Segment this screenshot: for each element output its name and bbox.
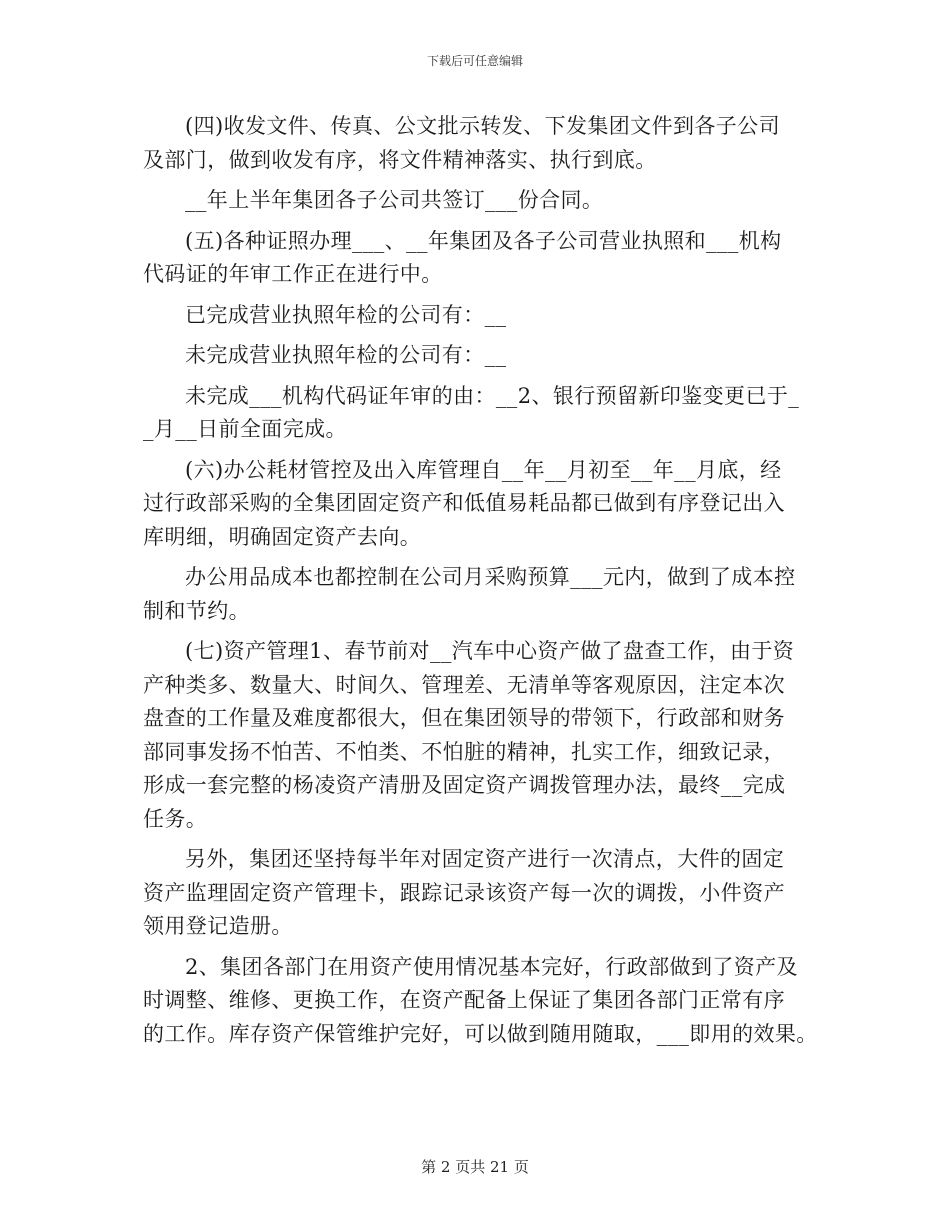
text-line: 形成一套完整的杨凌资产清册及固定资产调拨管理办法，最终__完成 — [143, 773, 786, 797]
paragraph — [143, 184, 813, 218]
text-line: (四)收发文件、传真、公文批示转发、下发集团文件到各子公司 — [185, 114, 780, 138]
text-line: 过行政部采购的全集团固定资产和低值易耗品都已做到有序登记出入 — [143, 491, 785, 515]
text-line: 另外，集团还坚持每半年对固定资产进行一次清点，大件的固定 — [185, 847, 785, 871]
paragraph — [143, 635, 813, 836]
text-line: 未完成___机构代码证年审的由：__2、银行预留新印鉴变更已于_ — [185, 383, 800, 408]
text-line: 任务。 — [143, 806, 208, 831]
paragraph — [143, 110, 813, 177]
text-line: 及部门，做到收发有序，将文件精神落实、执行到底。 — [143, 147, 657, 172]
paragraph — [143, 299, 813, 333]
text-line: (六)办公耗材管控及出入库管理自__年__月初至__年__月底，经 — [185, 457, 782, 482]
text-line: 已完成营业执照年检的公司有：__ — [185, 302, 507, 327]
paragraph — [143, 561, 813, 628]
paragraph — [143, 339, 813, 373]
text-line: 盘查的工作量及难度都很大，但在集团领导的带领下，行政部和财务 — [143, 706, 785, 730]
text-line: 的工作。库存资产保管维护完好，可以做到随用随取，___即用的效果。 — [143, 1021, 818, 1046]
text-line: 资产监理固定资产管理卡，跟踪记录该资产每一次的调拨，小件资产 — [143, 880, 785, 905]
text-line: 办公用品成本也都控制在公司月采购预算___元内，做到了成本控 — [185, 565, 796, 589]
text-line: __年上半年集团各子公司共签订___份合同。 — [185, 188, 604, 212]
text-line: 代码证的年审工作正在进行中。 — [143, 262, 443, 286]
paragraph — [143, 454, 813, 555]
page-header: 下载后可任意编辑 — [426, 54, 523, 68]
text-line: 部同事发扬不怕苦、不怕类、不怕脏的精神，扎实工作，细致记录， — [143, 739, 785, 764]
page-footer: 第 2 页共 21 页 — [421, 1158, 529, 1176]
text-line: (七)资产管理1、春节前对__汽车中心资产做了盘查工作，由于资 — [185, 639, 795, 663]
paragraph — [143, 843, 813, 944]
text-line: (五)各种证照办理___、__年集团及各子公司营业执照和___机构 — [185, 228, 782, 253]
text-line: 制和节约。 — [143, 598, 250, 623]
text-line: 库明细，明确固定资产去向。 — [143, 524, 422, 549]
paragraph — [143, 225, 813, 292]
document-body — [143, 110, 818, 1051]
text-line: 未完成营业执照年检的公司有：__ — [185, 343, 507, 367]
text-line: 领用登记造册。 — [143, 914, 293, 938]
text-line: 时调整、维修、更换工作，在资产配备上保证了集团各部门正常有序 — [143, 988, 785, 1012]
text-line: 产种类多、数量大、时间久、管理差、无清单等客观原因，注定本次 — [143, 672, 785, 697]
text-line: _月__日前全面完成。 — [143, 417, 347, 441]
paragraph — [143, 380, 813, 447]
text-line: 2、集团各部门在用资产使用情况基本完好，行政部做到了资产及 — [185, 954, 798, 979]
paragraph — [143, 951, 818, 1052]
